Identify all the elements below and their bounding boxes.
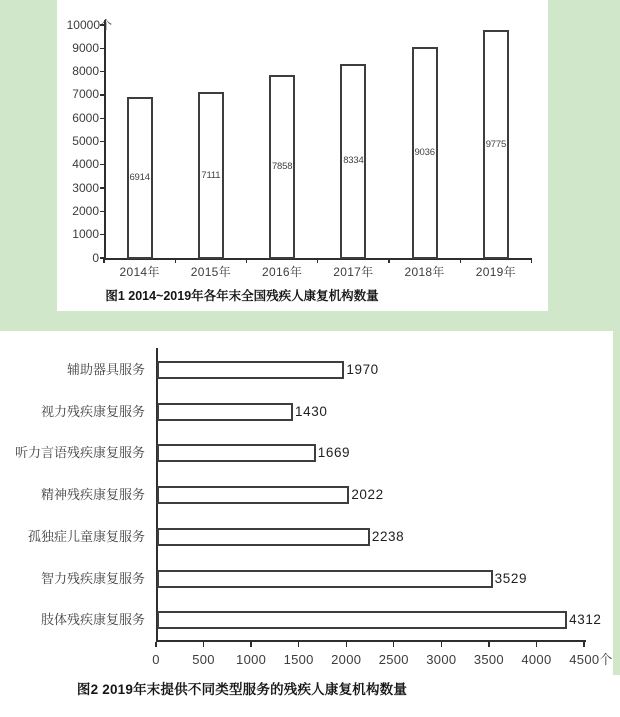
category-label: 孤独症儿童康复服务 xyxy=(27,528,145,544)
y-tick-label: 8000 xyxy=(72,64,99,79)
x-tick-label: 4500个 xyxy=(569,652,613,667)
y-axis-tick xyxy=(100,164,105,165)
x-axis-tick xyxy=(441,642,442,647)
bar-value-label: 1430 xyxy=(295,403,328,419)
y-tick-label: 2000 xyxy=(72,203,99,218)
y-tick-label: 0 xyxy=(92,250,99,265)
x-axis-tick xyxy=(346,642,347,647)
bar-value-label: 1970 xyxy=(346,362,379,377)
bar-精神残疾康复服务 xyxy=(157,486,349,504)
bar-value-label: 9036 xyxy=(414,147,435,159)
category-label: 听力言语残疾康复服务 xyxy=(14,445,145,461)
x-category-label: 2019年 xyxy=(475,265,516,279)
x-axis-tick xyxy=(155,642,156,647)
x-axis-tick xyxy=(460,258,461,263)
bar-辅助器具服务 xyxy=(157,361,344,379)
y-tick-label: 3000 xyxy=(72,180,99,195)
bar-value-label: 8334 xyxy=(343,155,364,167)
category-label: 智力残疾康复服务 xyxy=(40,570,145,586)
y-axis-tick xyxy=(100,71,105,72)
category-label: 精神残疾康复服务 xyxy=(40,487,145,503)
x-axis-tick xyxy=(103,258,104,263)
x-axis-tick xyxy=(388,258,389,263)
x-axis-tick xyxy=(298,642,299,647)
x-axis-tick xyxy=(531,258,532,263)
x-category-label: 2017年 xyxy=(333,265,374,279)
y-tick-label: 6000 xyxy=(72,110,99,125)
x-axis-tick xyxy=(583,642,584,647)
bar-value-label: 7858 xyxy=(271,160,293,172)
x-axis-tick xyxy=(250,642,251,647)
bar-value-label: 2022 xyxy=(351,487,384,503)
chart2-caption: 图2 2019年末提供不同类型服务的残疾人康复机构数量 xyxy=(76,682,408,697)
bar-肢体残疾康复服务 xyxy=(157,611,567,629)
bar-视力残疾康复服务 xyxy=(157,403,293,421)
bar-value-label: 7111 xyxy=(201,169,221,181)
x-axis-line xyxy=(156,640,586,642)
y-axis-tick xyxy=(100,48,105,49)
bar-value-label: 1669 xyxy=(317,445,351,461)
x-axis-tick xyxy=(393,642,394,647)
x-axis-tick xyxy=(536,642,537,647)
x-tick-label: 500 xyxy=(192,652,215,667)
bar-听力言语残疾康复服务 xyxy=(157,444,316,462)
chart1-caption: 图1 2014~2019年各年末全国残疾人康复机构数量 xyxy=(105,289,379,303)
y-tick-label: 4000 xyxy=(72,157,99,172)
x-tick-label: 4000 xyxy=(521,652,552,667)
bar-value-label: 2238 xyxy=(371,528,405,544)
x-axis-tick xyxy=(203,642,204,647)
y-axis-tick xyxy=(100,141,105,142)
y-axis-tick xyxy=(100,211,105,212)
x-category-label: 2015年 xyxy=(190,265,231,279)
bar-value-label: 6914 xyxy=(129,171,150,183)
y-tick-label: 7000 xyxy=(72,87,99,102)
x-axis-tick xyxy=(246,258,247,263)
y-axis-tick xyxy=(100,94,105,95)
category-label: 辅助器具服务 xyxy=(66,362,145,377)
bar-value-label: 9775 xyxy=(485,138,507,150)
x-category-label: 2014年 xyxy=(119,265,160,279)
bar-智力残疾康复服务 xyxy=(157,570,493,588)
x-axis-tick xyxy=(175,258,176,263)
category-label: 肢体残疾康复服务 xyxy=(40,612,145,628)
x-tick-label: 3500 xyxy=(473,652,504,667)
green-strip-right xyxy=(613,331,620,675)
x-tick-label: 1500 xyxy=(283,652,314,667)
y-axis-tick xyxy=(100,234,105,235)
y-tick-label: 9000 xyxy=(72,40,99,55)
y-axis-tick xyxy=(100,187,105,188)
y-tick-label: 10000个 xyxy=(66,17,112,32)
x-axis-tick xyxy=(317,258,318,263)
bar-value-label: 4312 xyxy=(569,612,602,628)
y-axis-line xyxy=(104,20,106,260)
x-category-label: 2016年 xyxy=(262,265,303,279)
category-label: 视力残疾康复服务 xyxy=(40,403,145,419)
x-tick-label: 3000 xyxy=(426,652,457,667)
bar-value-label: 3529 xyxy=(494,570,528,586)
x-tick-label: 2000 xyxy=(331,652,362,667)
y-axis-tick xyxy=(100,118,105,119)
bar-孤独症儿童康复服务 xyxy=(157,528,370,546)
x-tick-label: 1000 xyxy=(236,652,267,667)
x-tick-label: 2500 xyxy=(378,652,409,667)
x-axis-tick xyxy=(488,642,489,647)
y-tick-label: 5000 xyxy=(72,134,99,148)
x-tick-label: 0 xyxy=(152,652,160,667)
y-tick-label: 1000 xyxy=(72,227,99,242)
x-category-label: 2018年 xyxy=(404,265,445,279)
